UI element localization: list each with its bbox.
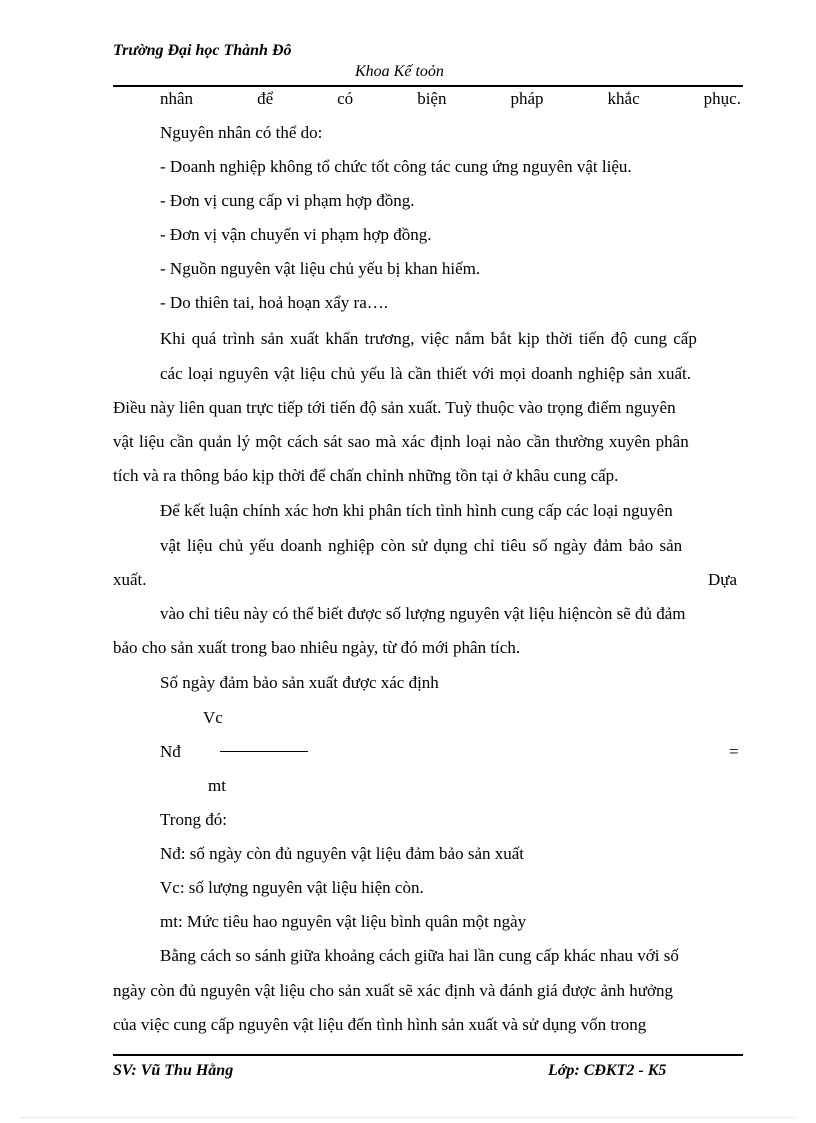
formula-numerator: Vc	[203, 708, 223, 727]
text-line: vật liệu chủ yếu doanh nghiệp còn sử dụng chỉ tiêu số ngày đảm bảo sản	[160, 536, 683, 555]
text-line: xuất.	[113, 570, 147, 589]
header-faculty: Khoa Kế toỏn	[355, 63, 444, 80]
text-line: của việc cung cấp nguyên vật liệu đến tình hình sản xuất và sử dụng vốn trong	[113, 1015, 647, 1034]
formula-lhs: Nđ	[160, 742, 181, 761]
text-line: - Do thiên tai, hoả hoạn xẩy ra….	[160, 293, 389, 312]
header-divider	[113, 85, 743, 87]
text-line: Trong đó:	[160, 810, 227, 829]
text-line: Bằng cách so sánh giữa khoảng cách giữa hai lần cung cấp khác nhau với số	[160, 946, 679, 965]
text-line: - Đơn vị vận chuyển vi phạm hợp đồng.	[160, 225, 432, 244]
text-line: các loại nguyên vật liệu chủ yếu là cần thiết với mọi doanh nghiệp sản xuất.	[160, 364, 692, 383]
text-line: Khi quá trình sản xuất khẩn trương, việc nắm bắt kịp thời tiến độ cung cấp	[160, 329, 697, 348]
text-line: bảo cho sản xuất trong bao nhiêu ngày, từ đó mới phân tích.	[113, 638, 521, 657]
word: phục.	[703, 89, 741, 108]
text-line: Để kết luận chính xác hơn khi phân tích tình hình cung cấp các loại nguyên	[160, 501, 673, 520]
formula-intro: Số ngày đảm bảo sản xuất được xác định	[160, 673, 439, 692]
text-line: vào chỉ tiêu này có thể biết được số lượng nguyên vật liệu hiệncòn sẽ đủ đảm	[160, 604, 686, 623]
text-line: - Đơn vị cung cấp vi phạm hợp đồng.	[160, 191, 415, 210]
footer-divider	[113, 1054, 743, 1056]
word: để	[257, 89, 274, 108]
text-line: vật liệu cần quản lý một cách sát sao mà xác định loại nào cần thường xuyên phân	[113, 432, 689, 451]
word: pháp	[510, 89, 544, 108]
header-school: Trường Đại học Thành Đô	[113, 42, 292, 59]
text-line: - Nguồn nguyên vật liệu chủ yếu bị khan hiếm.	[160, 259, 481, 278]
text-line: Nđ: số ngày còn đủ nguyên vật liệu đảm bảo sản xuất	[160, 844, 525, 863]
text-line: tích và ra thông báo kịp thời để chấn chỉnh những tồn tại ở khâu cung cấp.	[113, 466, 619, 485]
fraction-bar	[220, 751, 308, 752]
text-line: Nguyên nhân có thể do:	[160, 123, 323, 142]
footer-student: SV: Vũ Thu Hằng	[113, 1062, 234, 1079]
footer-class: Lớp: CĐKT2 - K5	[548, 1062, 667, 1079]
word: nhân	[160, 89, 194, 108]
word: khắc	[607, 89, 640, 108]
word: có	[337, 89, 354, 108]
text-line: Dựa	[708, 570, 738, 589]
line-1	[160, 89, 741, 109]
text-line: ngày còn đủ nguyên vật liệu cho sản xuất sẽ xác định và đánh giá được ảnh hưởng	[113, 981, 673, 1000]
formula-denominator: mt	[208, 776, 226, 795]
text-line: Vc: số lượng nguyên vật liệu hiện còn.	[160, 878, 424, 897]
text-line: Điều này liên quan trực tiếp tới tiến độ sản xuất. Tuỳ thuộc vào trọng điểm nguyên	[113, 398, 676, 417]
text-line: - Doanh nghiệp không tổ chức tốt công tác cung ứng nguyên vật liệu.	[160, 157, 632, 176]
formula-equals: =	[729, 742, 739, 761]
word: biện	[417, 89, 447, 108]
text-line: mt: Mức tiêu hao nguyên vật liệu bình quân một ngày	[160, 912, 527, 931]
page-edge	[20, 1117, 796, 1118]
